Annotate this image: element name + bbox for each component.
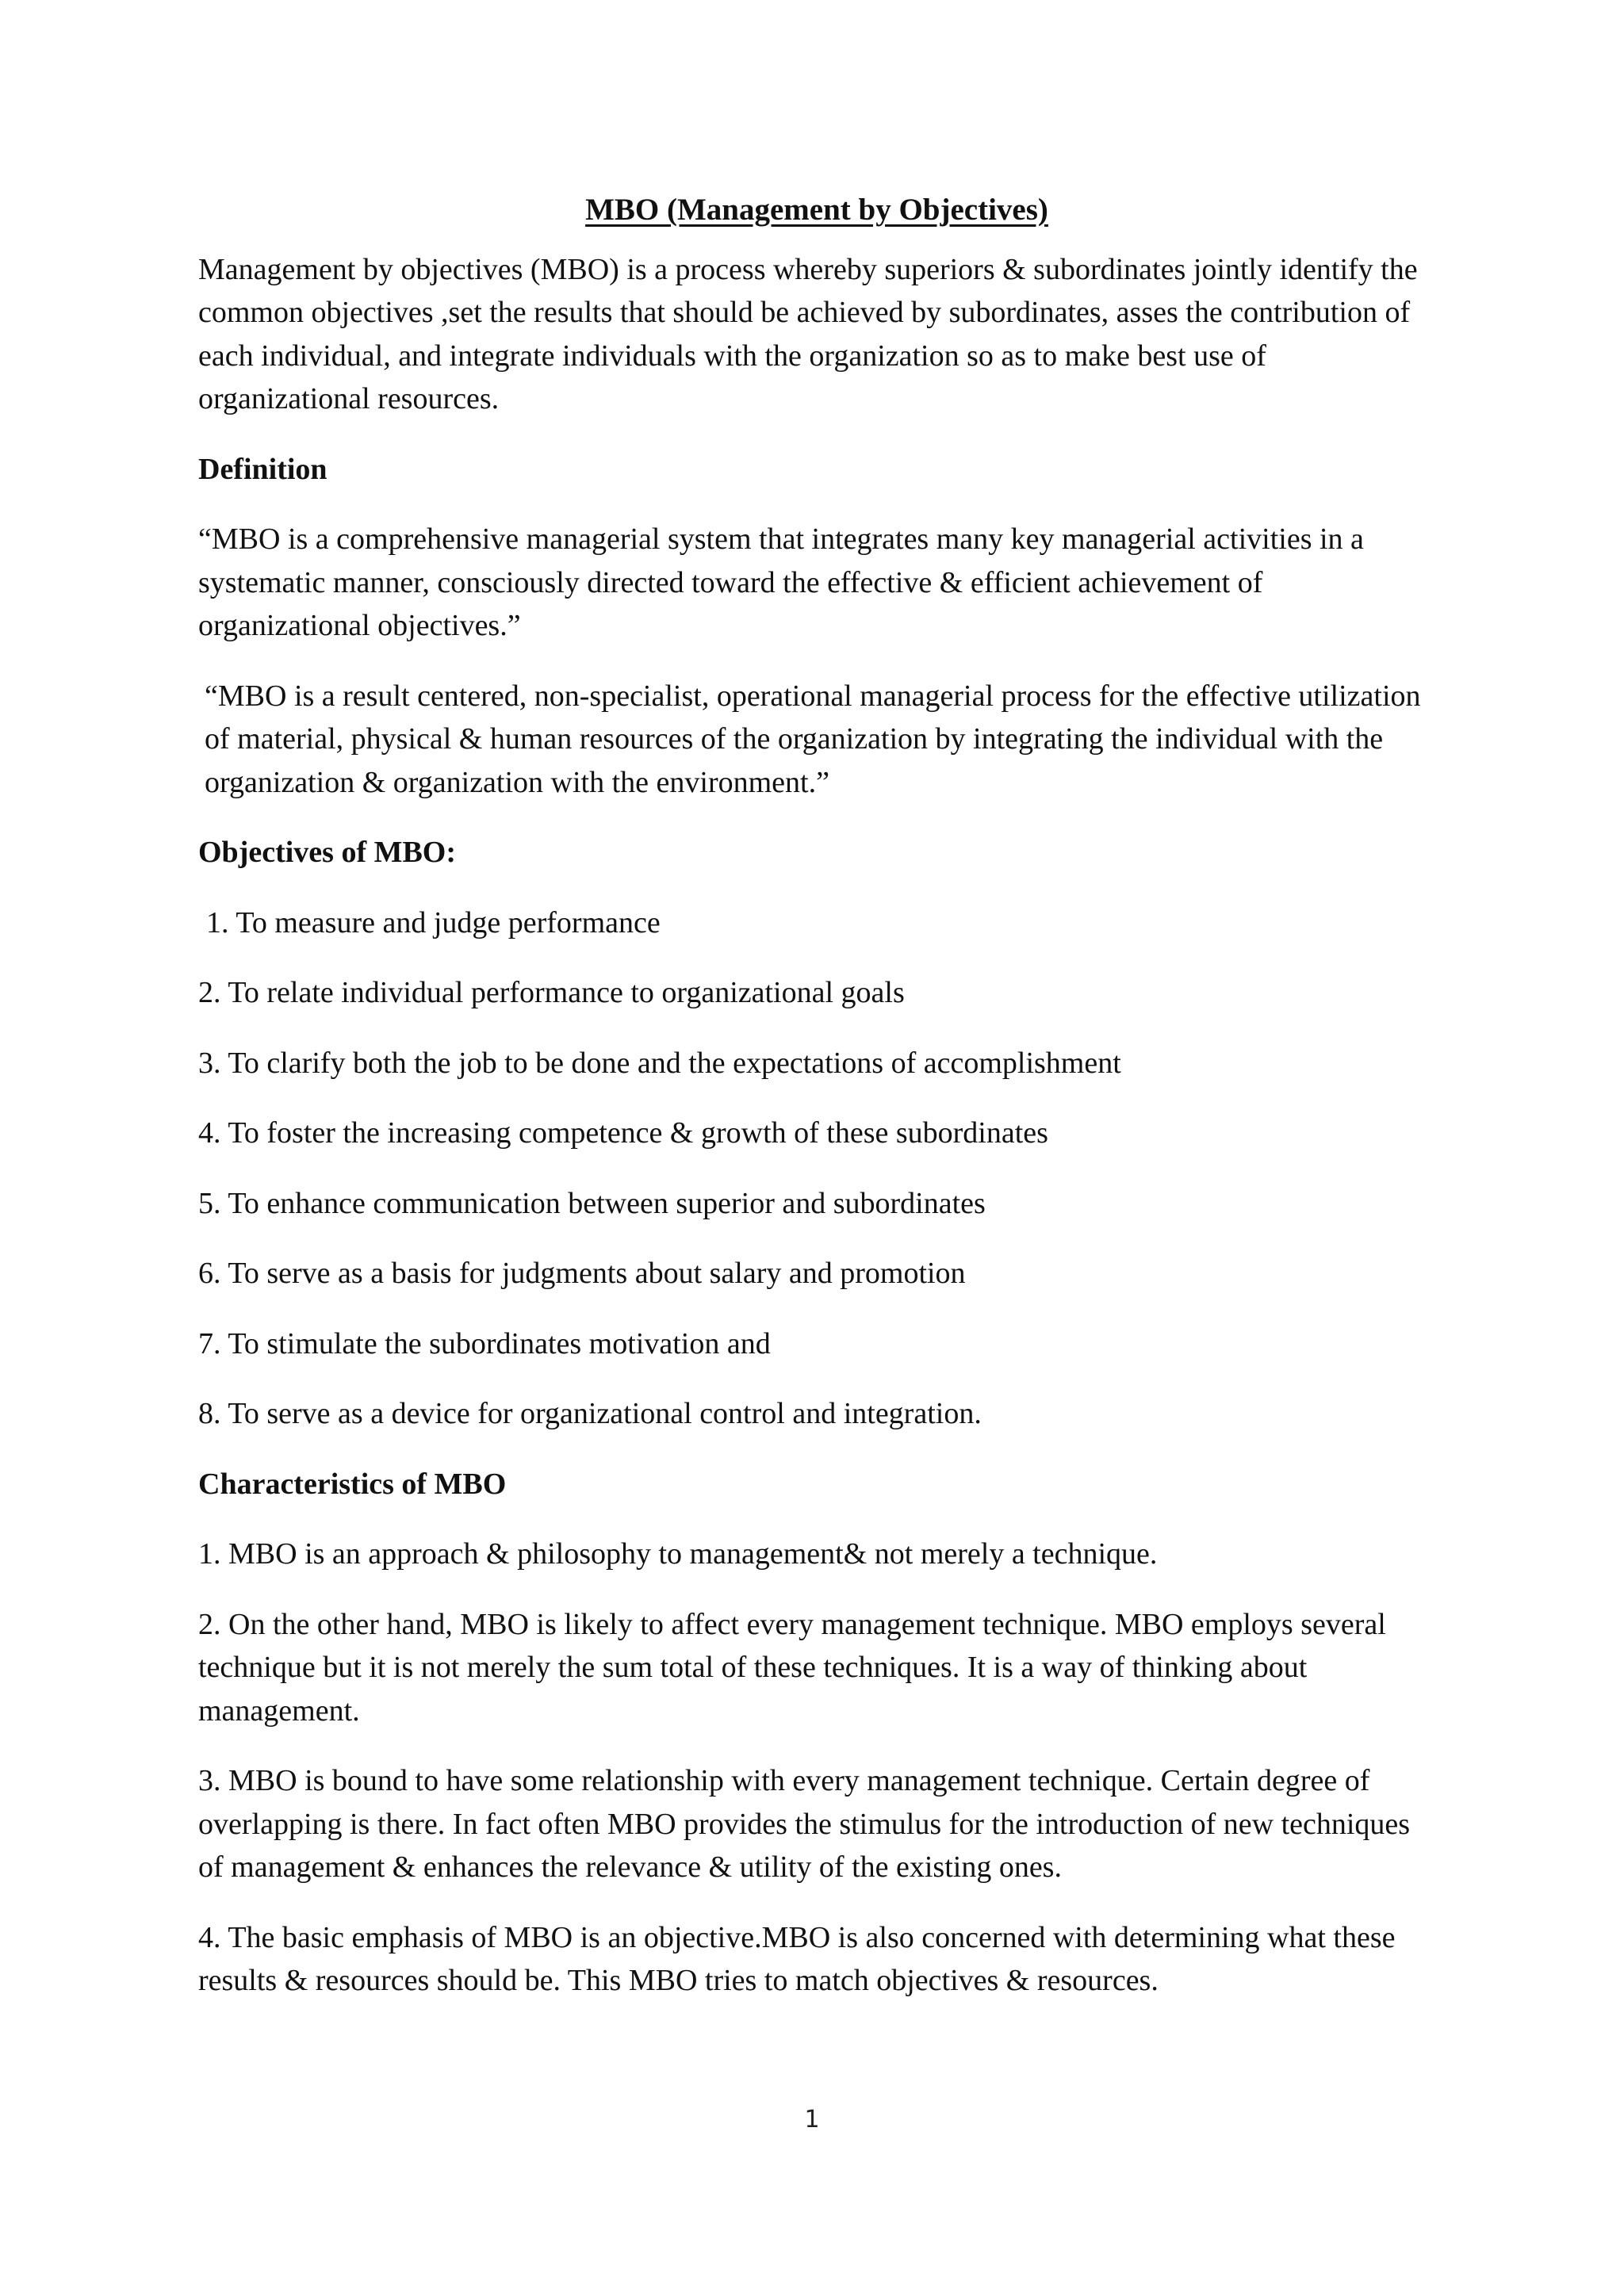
- list-item: 4. To foster the increasing competence & growth of these subordinates: [198, 1116, 1048, 1150]
- list-item: 7. To stimulate the subordinates motivation and: [198, 1326, 771, 1360]
- definition-quote-1: “MBO is a comprehensive managerial system that integrates many key managerial activities in a systematic manner, consciously directed toward the effective & efficient achievement of organizational objectives.”: [198, 522, 1364, 642]
- list-item: 1. MBO is an approach & philosophy to management& not merely a technique.: [198, 1537, 1158, 1571]
- intro-paragraph: Management by objectives (MBO) is a process whereby superiors & subordinates jointly identify the common objectives ,set the results that should be achieved by subordinates, asses the contribution of each individual, and integrate individuals with the organization so as to make best use of organizational resources.: [198, 252, 1418, 415]
- objectives-heading: Objectives of MBO:: [198, 836, 457, 869]
- page-number: 1: [804, 2106, 820, 2133]
- document-page: [198, 189, 1435, 2030]
- list-item: 2. On the other hand, MBO is likely to affect every management technique. MBO employs several technique but it is not merely the sum total of these techniques. It is a way of thinking about management.: [198, 1607, 1386, 1728]
- list-item: 4. The basic emphasis of MBO is an objective.MBO is also concerned with determining what these results & resources should be. This MBO tries to match objectives & resources.: [198, 1920, 1396, 1997]
- list-item: 8. To serve as a device for organizational control and integration.: [198, 1397, 982, 1430]
- list-item: 5. To enhance communication between superior and subordinates: [198, 1186, 986, 1220]
- definition-quote-2: “MBO is a result centered, non-specialist, operational managerial process for the effective utilization of material, physical & human resources of the organization by integrating the individual with the organization & organization with the environment.”: [205, 679, 1421, 799]
- definition-heading: Definition: [198, 452, 327, 486]
- characteristics-list: [198, 1533, 1435, 2003]
- list-item: 3. To clarify both the job to be done and the expectations of accomplishment: [198, 1046, 1121, 1080]
- characteristics-heading: Characteristics of MBO: [198, 1467, 507, 1501]
- list-item: 1. To measure and judge performance: [206, 905, 661, 939]
- list-item: 3. MBO is bound to have some relationship with every management technique. Certain degree of overlapping is there. In fact often MBO provides the stimulus for the introduction of new techniques of management & enhances the relevance & utility of the existing ones.: [198, 1764, 1411, 1884]
- list-item: 2. To relate individual performance to organizational goals: [198, 976, 905, 1009]
- objectives-list: [198, 901, 1435, 1436]
- document-title: MBO (Management by Objectives): [585, 193, 1048, 227]
- list-item: 6. To serve as a basis for judgments about salary and promotion: [198, 1257, 966, 1290]
